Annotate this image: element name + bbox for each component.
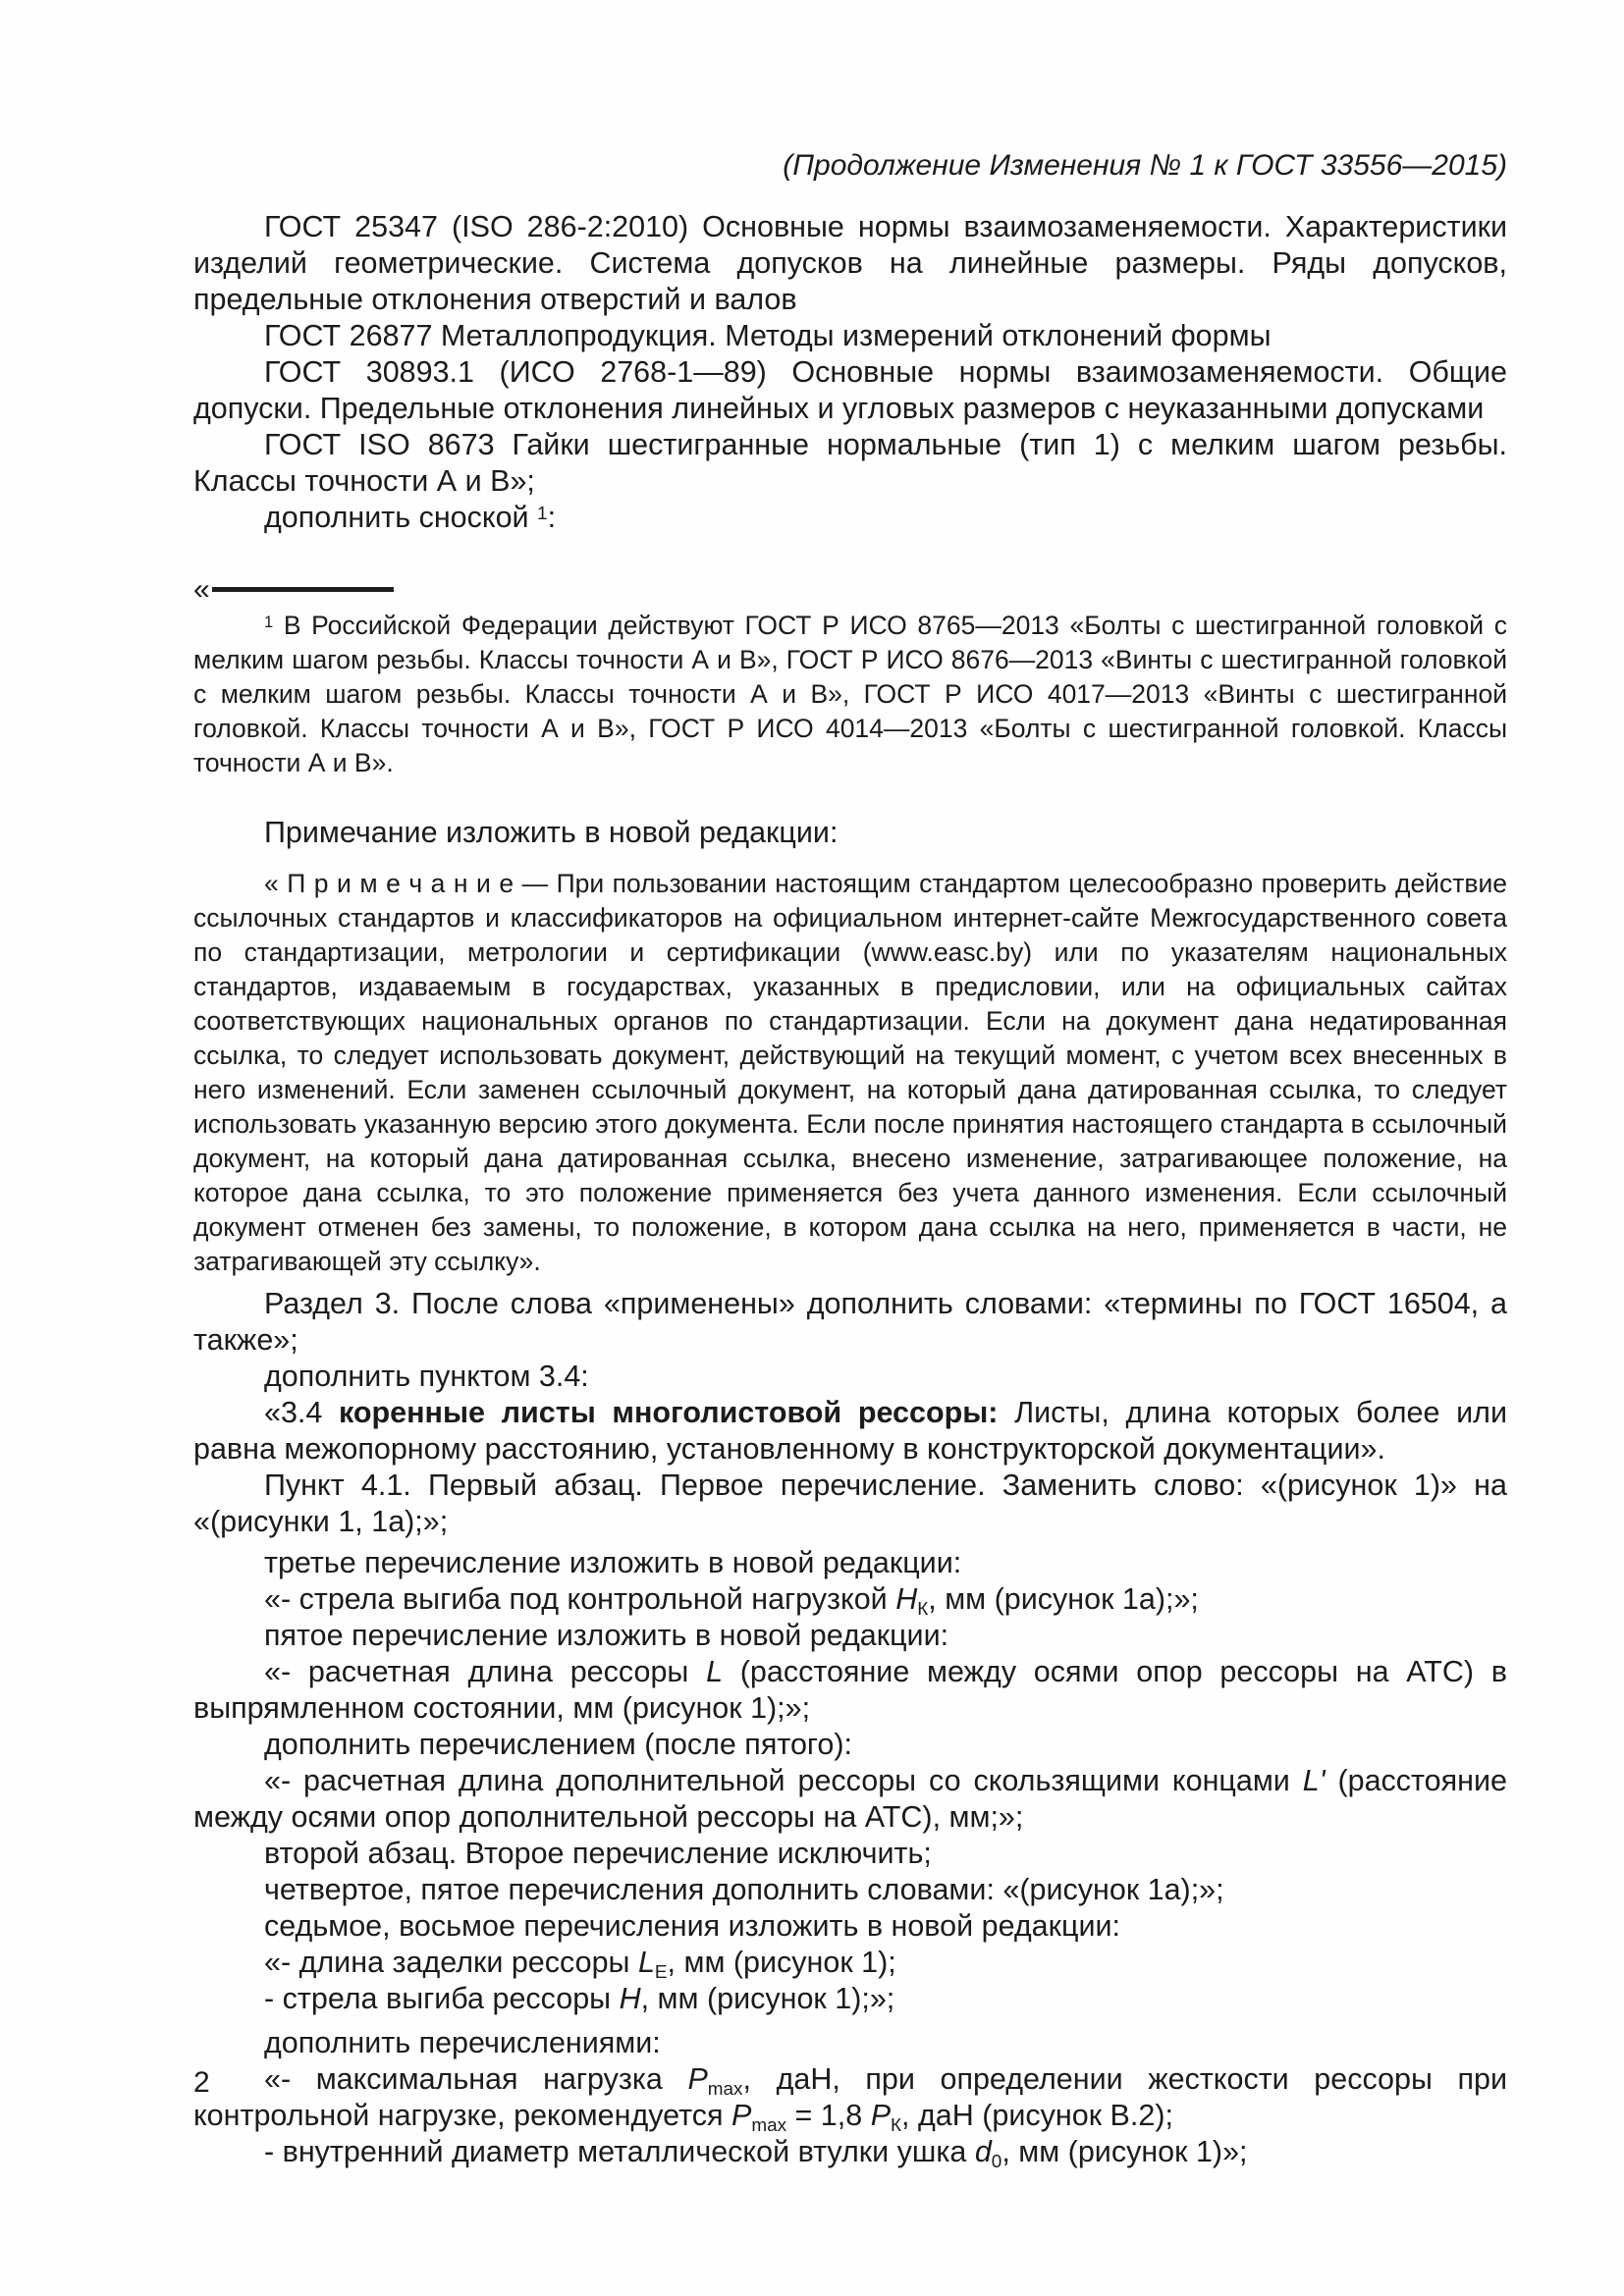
- text-run: :: [547, 501, 557, 534]
- para-dlina-zadelki: [193, 1945, 1507, 1981]
- text-run: Примечание изложить в новой редакции:: [264, 816, 839, 849]
- text-run: дополнить сноской: [264, 501, 538, 534]
- para-gost-26877: [193, 318, 1507, 354]
- text-run: «3.4: [264, 1396, 340, 1429]
- para-add-footnote: [193, 500, 1507, 536]
- text-run: К: [891, 2114, 902, 2136]
- para-strela-h: [193, 1981, 1507, 2017]
- text-run: (расстояние между осями опор рессоры на АТС) в выпрямленном состоянии, мм (рисунок 1);»;: [193, 1655, 1507, 1725]
- text-run: L': [1302, 1764, 1326, 1797]
- text-run: P: [731, 2099, 752, 2132]
- para-razdel-3: [193, 1286, 1507, 1359]
- para-fifth-item: [193, 1618, 1507, 1654]
- text-run: , даН, при определении жесткости рессоры при контрольной нагрузке, рекомендуется: [193, 2062, 1507, 2132]
- text-run: ГОСТ 26877 Металлопродукция. Методы измерений отклонений формы: [264, 319, 1272, 352]
- text-run: ГОСТ 30893.1 (ИСО 2768-1—89) Основные нормы взаимозаменяемости. Общие допуски. Предельные отклонения линейных и угловых размеров с неуказанными допусками: [193, 355, 1507, 425]
- text-run: четвертое, пятое перечисления дополнить словами: «(рисунок 1а);»;: [264, 1873, 1224, 1906]
- text-run: «- стрела выгиба под контрольной нагрузкой: [264, 1582, 896, 1616]
- text-run: ГОСТ ISO 8673 Гайки шестигранные нормальные (тип 1) с мелким шагом резьбы. Классы точности А и В»;: [193, 428, 1507, 498]
- text-run: L: [637, 1946, 655, 1979]
- page-header: (Продолжение Изменения № 1 к ГОСТ 33556—2015): [783, 149, 1507, 182]
- text-run: дополнить пунктом 3.4:: [264, 1360, 589, 1393]
- para-note-intro: [193, 815, 1507, 851]
- para-max-load: [193, 2061, 1507, 2134]
- text-run: « П р и м е ч а н и е — При пользовании настоящим стандартом целесообразно проверить действие ссылочных стандартов и классификаторов на официальном интернет-сайте Межгосударственного совета по стандартизации, метрологии и сертификации (www.easc.by) или по указателям национальных стандартов, издаваемым в государствах, указанных в предисловии, или на официальных сайтах соответствующих национальных органов по стандартизации. Если на документ дана недатированная ссылка, то следует использовать документ, действующий на текущий момент, с учетом всех внесенных в него изменений. Если заменен ссылочный документ, на который дана датированная ссылка, то следует использовать указанную версию этого документа. Если после принятия настоящего стандарта в ссылочный документ, на который дана датированная ссылка, внесено изменение, затрагивающее положение, на которое дана ссылка, то это положение применяется без учета данного изменения. Если ссылочный документ отменен без замены, то положение, в котором дана ссылка на него, применяется в части, не затрагивающей эту ссылку».: [193, 869, 1507, 1276]
- text-run: третье перечисление изложить в новой редакции:: [264, 1546, 962, 1579]
- para-raschet-l: [193, 1654, 1507, 1727]
- para-third-item: [193, 1545, 1507, 1581]
- footnote-text: [193, 609, 1507, 780]
- text-run: P: [870, 2099, 892, 2132]
- text-run: дополнить перечислениями:: [264, 2026, 661, 2059]
- para-raschet-l-prime: [193, 1763, 1507, 1836]
- text-run: , мм (рисунок 1)»;: [1001, 2135, 1248, 2168]
- text-run: пятое перечисление изложить в новой редакции:: [264, 1619, 949, 1652]
- para-note: [193, 867, 1507, 1279]
- para-seventh-eighth: [193, 1908, 1507, 1945]
- text-run: P: [687, 2062, 708, 2096]
- para-strela-hk: [193, 1581, 1507, 1618]
- text-run: второй абзац. Второе перечисление исключить;: [264, 1837, 932, 1870]
- footnote-separator: [193, 575, 1507, 605]
- text-run: , мм (рисунок 1);»;: [640, 1982, 895, 2015]
- text-run: L: [706, 1655, 724, 1688]
- text-run: К: [917, 1598, 929, 1620]
- para-add-after-fifth: [193, 1727, 1507, 1763]
- para-punkt-4-1: [193, 1468, 1507, 1540]
- text-run: 1: [537, 503, 548, 524]
- text-run: - стрела выгиба рессоры: [264, 1982, 620, 2015]
- text-run: , даН (рисунок В.2);: [901, 2099, 1173, 2132]
- text-run: E: [654, 1961, 668, 1983]
- para-add-punkt-3-4: [193, 1359, 1507, 1395]
- text-run: коренные листы многолистовой рессоры:: [339, 1396, 999, 1429]
- text-run: «- расчетная длина рессоры: [264, 1655, 707, 1688]
- text-run: Пункт 4.1. Первый абзац. Первое перечисление. Заменить слово: «(рисунок 1)» на «(рисунки 1, 1а);»;: [193, 1468, 1507, 1538]
- para-second-abzac: [193, 1836, 1507, 1872]
- text-run: Листы, длина которых более или равна межопорному расстоянию, установленному в конструкторской документации».: [193, 1396, 1507, 1466]
- text-run: В Российской Федерации действуют ГОСТ Р ИСО 8765—2013 «Болты с шестигранной головкой с мелким шагом резьбы. Классы точности А и В», ГОСТ Р ИСО 8676—2013 «Винты с шестигранной головкой с мелким шагом резьбы. Классы точности А и В», ГОСТ Р ИСО 4017—2013 «Винты с шестигранной головкой. Классы точности А и В», ГОСТ Р ИСО 4014—2013 «Болты с шестигранной головкой. Классы точности А и В».: [193, 611, 1507, 777]
- page-number: 2: [193, 2066, 210, 2099]
- text-run: 1: [264, 613, 274, 631]
- text-run: дополнить перечислением (после пятого):: [264, 1728, 852, 1761]
- text-run: «- длина заделки рессоры: [264, 1946, 638, 1979]
- para-gost-iso-8673: [193, 427, 1507, 500]
- footnote-rule: [212, 587, 394, 592]
- text-run: ГОСТ 25347 (ISO 286-2:2010) Основные нормы взаимозаменяемости. Характеристики изделий геометрические. Система допусков на линейные размеры. Ряды допусков, предельные отклонения отверстий и валов: [193, 210, 1507, 316]
- text-run: седьмое, восьмое перечисления изложить в новой редакции:: [264, 1909, 1121, 1943]
- text-run: , мм (рисунок 1а);»;: [928, 1582, 1199, 1616]
- para-term-3-4: [193, 1395, 1507, 1468]
- text-run: Раздел 3. После слова «применены» дополнить словами: «термины по ГОСТ 16504, а также»;: [193, 1287, 1507, 1357]
- para-add-items: [193, 2025, 1507, 2061]
- text-run: max: [707, 2078, 743, 2100]
- text-run: , мм (рисунок 1);: [667, 1946, 896, 1979]
- text-run: Н: [895, 1582, 918, 1616]
- text-run: max: [751, 2114, 787, 2136]
- para-gost-25347: [193, 209, 1507, 318]
- text-run: - внутренний диаметр металлической втулки ушка: [264, 2135, 975, 2168]
- document-content: [193, 147, 1507, 2170]
- footnote-quote-mark: «: [193, 573, 210, 606]
- text-run: (расстояние между осями опор дополнительной рессоры на АТС), мм;»;: [193, 1764, 1507, 1834]
- text-run: «- расчетная длина дополнительной рессоры со скользящими концами: [264, 1764, 1303, 1797]
- text-run: Н: [619, 1982, 641, 2015]
- text-run: d: [974, 2135, 992, 2168]
- text-run: 0: [991, 2151, 1002, 2172]
- para-gost-30893: [193, 354, 1507, 427]
- para-fourth-fifth: [193, 1872, 1507, 1908]
- text-run: «- максимальная нагрузка: [264, 2062, 688, 2096]
- text-run: = 1,8: [786, 2099, 871, 2132]
- para-inner-diameter: [193, 2134, 1507, 2170]
